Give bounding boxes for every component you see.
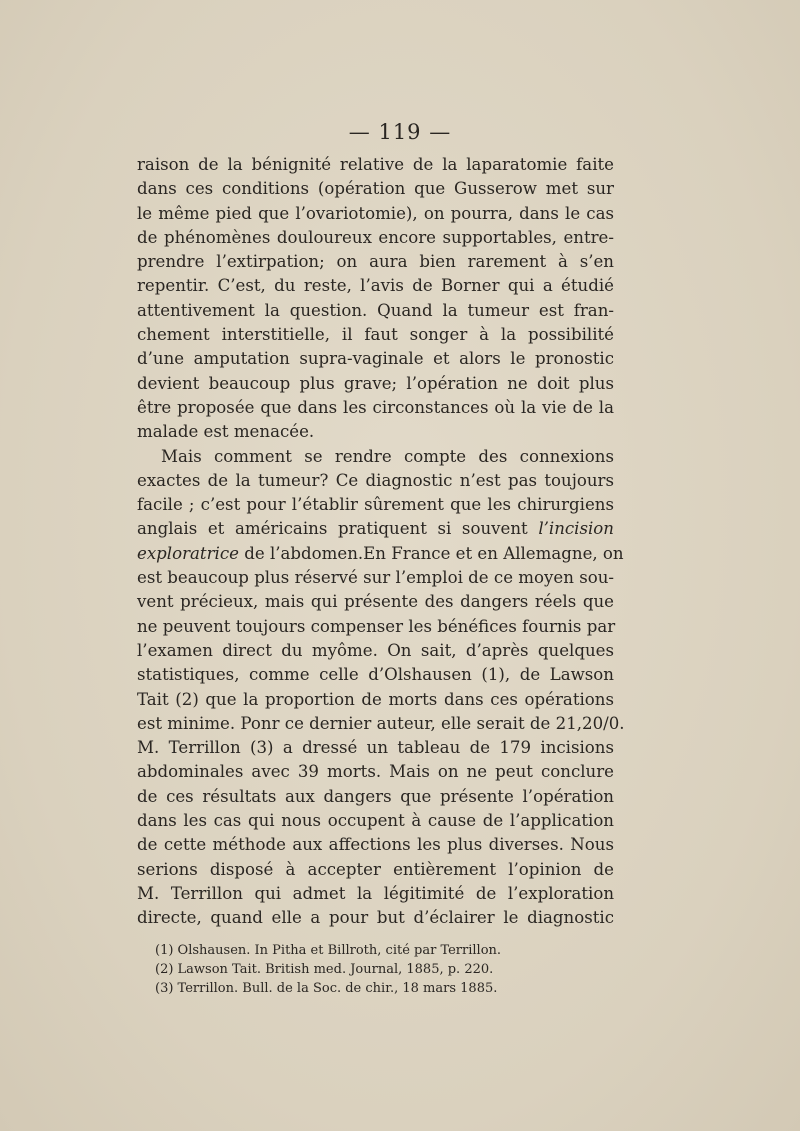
italic-term: exploratrice — [137, 543, 239, 563]
text-line: malade est menacée. — [137, 422, 315, 442]
text-line: repentir. C’est, du reste, l’avis de Borner qui a étudié — [137, 276, 614, 296]
text-line: le même pied que l’ovariotomie), on pourra, dans le cas — [137, 203, 614, 223]
footnote: (3) Terrillon. Bull. de la Soc. de chir., 18 mars 1885. — [155, 981, 498, 996]
text-line: statistiques, comme celle d’Olshausen (1), de Lawson — [137, 665, 614, 685]
text-line: dans ces conditions (opération que Gusserow met sur — [137, 179, 614, 199]
text-line: facile ; c’est pour l’établir sûrement que les chirurgiens — [137, 495, 614, 515]
text-line: de cette méthode aux affections les plus diverses. Nous — [137, 835, 614, 855]
text-line: Mais comment se rendre compte des connexions — [161, 446, 614, 466]
text-line: serions disposé à accepter entièrement l’opinion de — [137, 859, 614, 879]
text-line: M. Terrillon (3) a dressé un tableau de 179 incisions — [137, 738, 614, 758]
text-line: ne peuvent toujours compenser les bénéfices fournis par — [137, 616, 616, 636]
body-text — [137, 153, 625, 931]
text-line: Tait (2) que la proportion de morts dans ces opérations — [137, 689, 614, 709]
text-line: attentivement la question. Quand la tumeur est fran- — [137, 300, 614, 320]
text-line: abdominales avec 39 morts. Mais on ne peut conclure — [137, 762, 614, 782]
text-line: exactes de la tumeur? Ce diagnostic n’est pas toujours — [137, 470, 614, 490]
text-line — [137, 517, 614, 541]
text-line: devient beaucoup plus grave; l’opération ne doit plus — [137, 373, 614, 393]
text-line: est beaucoup plus réservé sur l’emploi de ce moyen sou- — [137, 568, 614, 588]
text-line: prendre l’extirpation; on aura bien rarement à s’en — [137, 252, 614, 272]
page-number: — 119 — — [348, 120, 452, 144]
text-line: M. Terrillon qui admet la légitimité de l’exploration — [137, 883, 614, 903]
text-line: l’examen direct du myôme. On sait, d’après quelques — [137, 640, 614, 660]
text-line: dans les cas qui nous occupent à cause de l’application — [137, 811, 614, 831]
footnote: (1) Olshausen. In Pitha et Billroth, cité par Terrillon. — [155, 943, 502, 958]
text-line: directe, quand elle a pour but d’éclairer le diagnostic — [137, 908, 614, 928]
text-line: d’une amputation supra-vaginale et alors le pronostic — [137, 349, 614, 369]
text-segment: de l’abdomen.En France et en Allemagne, on — [244, 543, 624, 563]
text-line: est minime. Ponr ce dernier auteur, elle serait de 21,20/0. — [137, 713, 625, 733]
text-line: vent précieux, mais qui présente des dangers réels que — [137, 592, 614, 612]
text-line: de ces résultats aux dangers que présente l’opération — [137, 786, 614, 806]
footnotes — [155, 941, 585, 998]
text-line: chement interstitielle, il faut songer à la possibilité — [137, 325, 614, 345]
text-line: raison de la bénignité relative de la laparatomie faite — [137, 155, 614, 174]
text-line: être proposée que dans les circonstances où la vie de la — [137, 397, 614, 417]
text-segment: anglais et américains pratiquent si souvent — [137, 519, 528, 539]
footnote: (2) Lawson Tait. British med. Journal, 1885, p. 220. — [155, 962, 494, 977]
text-line — [137, 542, 624, 566]
text-line: de phénomènes douloureux encore supportables, entre- — [137, 227, 614, 247]
italic-term: l’incision — [538, 519, 614, 539]
